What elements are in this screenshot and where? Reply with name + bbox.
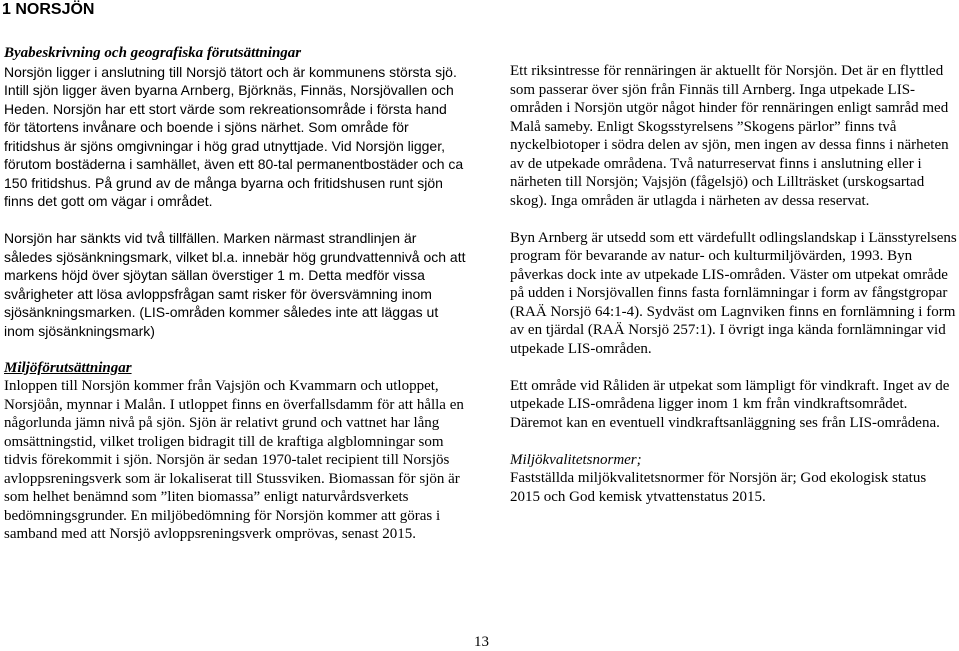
- section-title-miljoforutsattningar: Miljöförutsättningar: [4, 359, 132, 376]
- page-number: 13: [474, 634, 489, 650]
- left-column: [4, 44, 466, 544]
- section-title-byabeskrivning: Byabeskrivning och geografiska förutsättningar: [4, 45, 302, 61]
- paragraph-byabeskrivning: Norsjön ligger i anslutning till Norsjö tätort och är kommunens största sjö. Intill sjön ligger även byarna Arnberg, Björknäs, Finnäs, Norsjövallen och Heden. Norsjön har ett stort värde som rekreationsområde i första hand för tätortens invånare och boende i sjöns närhet. Som område för fritidshus är sjöns omgivningar i hög grad utnyttjade. Vid Norsjön ligger, förutom bostäderna i samhället, även ett 80-tal permanentbostäder och ca 150 fritidshus. På grund av de många byarna och fritidshusen runt sjön finns det gott om vägar i området.: [4, 63, 464, 209]
- page-heading: 1 NORSJÖN: [2, 1, 95, 18]
- right-column: [510, 62, 958, 506]
- paragraph-vindkraft: Ett område vid Råliden är utpekat som lämpligt för vindkraft. Inget av de utpekade LIS-områdena ligger inom 1 km från vindkraftsområdet. Däremot kan en eventuell vindkraftsanläggning ses från LIS-områdena.: [510, 377, 950, 431]
- paragraph-riksintresse: Ett riksintresse för rennäringen är aktuellt för Norsjön. Det är en flyttled som passerar över sjön från Finnäs till Arnberg. Inga utpekade LIS-områden i Norsjön utgör något hinder för rennäringen enligt samråd med Malå sameby. Enligt Skogsstyrelsens ”Skogens pärlor” finns två nyckelbiotoper i södra delen av sjön, men ingen av dessa finns i närheten av de utpekade områdena. Två naturreservat finns i anslutning eller i närheten till Norsjön; Vajsjön (fågelsjö) och Lillträsket (urskogsartad skog). Inga områden är utlagda i närheten av dessa reservat.: [510, 63, 949, 209]
- paragraph-arnberg: Byn Arnberg är utsedd som ett värdefullt odlingslandskap i Länsstyrelsens program för bevarande av natur- och kulturmiljövärden, 1993. Byn påverkas dock inte av utpekade LIS-områden. Väster om utpekat område på udden i Norsjövallen finns fasta fornlämningar i form av fångstgropar (RAÄ Norsjö 64:1-4). Sydväst om Lagnviken finns en fornlämning i form av en tjärdal (RAÄ Norsjö 257:1). I övrigt inga kända fornlämningar vid utpekade LIS-områden.: [510, 229, 957, 357]
- paragraph-miljokvalitetsnormer: Fastställda miljökvalitetsnormer för Norsjön är; God ekologisk status 2015 och God kemisk ytvattenstatus 2015.: [510, 470, 927, 505]
- paragraph-sankning: Norsjön har sänkts vid två tillfällen. Marken närmast strandlinjen är således sjösänkningsmark, vilket bl.a. innebär hög grundvattennivå och att markens höjd över sjöytan sällan överstiger 1 m. Detta medför vissa svårigheter att lösa avloppsfrågan samt risker för översvämning inom sjösänkningsmarken. (LIS-områden kommer således inte att läggas ut inom sjösänkningsmark): [4, 230, 466, 339]
- paragraph-miljoforutsattningar: Inloppen till Norsjön kommer från Vajsjön och Kvammarn och utloppet, Norsjöån, mynnar i Malån. I utloppet finns en överfallsdamm för att hålla en någorlunda jämn nivå på sjön. Sjön är relativt grund och vattnet har lång omsättningstid, vilket troligen bidragit till de kraftiga algblomningar som tidvis förekommit i sjön. Norsjön är sedan 1970-talet recipient till Norsjös avloppsreningsverk som är lokaliserat till Stussviken. Biomassan för sjön är som helhet benämnd som ”liten biomassa” enligt naturvårdsverkets bedömningsgrunder. En miljöbedömning för Norsjön kommer att göras i samband med att Norsjö avloppsreningsverk omprövas, senast 2015.: [4, 378, 464, 542]
- section-title-miljokvalitetsnormer: Miljökvalitetsnormer;: [510, 451, 642, 468]
